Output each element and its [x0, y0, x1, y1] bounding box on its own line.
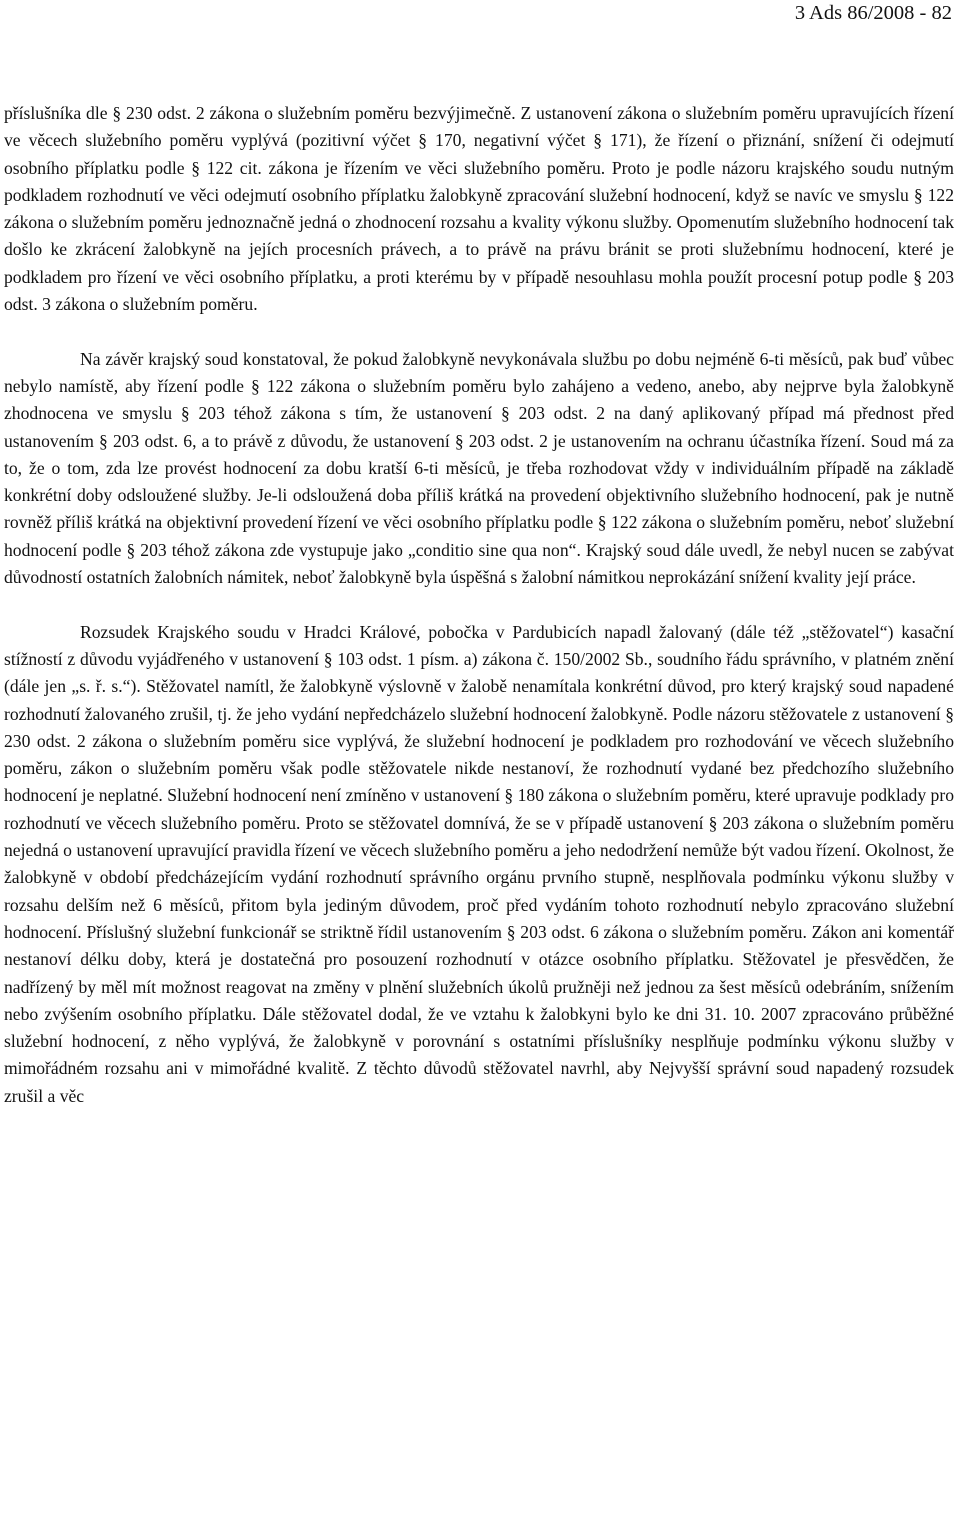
paragraph-regional-court-conclusion: Na závěr krajský soud konstatoval, že pokud žalobkyně nevykonávala službu po dobu nejméně 6-ti měsíců, pak buď vůbec nebylo namístě, aby řízení podle § 122 zákona o služebním poměru bylo zahájeno a vedeno, anebo, aby nejprve byla žalobkyně zhodnocena ve smyslu § 203 téhož zákona s tím, že ustanovení § 203 odst. 2 na daný aplikovaný případ má přednost před ustanovením § 203 odst. 6, a to právě z důvodu, že ustanovení § 203 odst. 2 je ustanovením na ochranu účastníka řízení. Soud má za to, že o tom, zda lze provést hodnocení za dobu kratší 6-ti měsíců, je třeba rozhodovat vždy v individuálním případě na základě konkrétní doby odsloužené služby. Je-li odsloužená doba příliš krátká na provedení objektivního služebního hodnocení, pak je nutně rovněž příliš krátká na objektivní provedení řízení ve věci osobního příplatku podle § 122 zákona o služebním poměru, neboť služební hodnocení podle § 203 téhož zákona zde vystupuje jako „conditio sine qua non“. Krajský soud dále uvedl, že nebyl nucen se zabývat důvodností ostatních žalobních námitek, neboť žalobkyně byla úspěšná s žalobní námitkou neprokázání snížení kvality její práce. — [4, 348, 954, 588]
paragraph-continuation: příslušníka dle § 230 odst. 2 zákona o služebním poměru bezvýjimečně. Z ustanovení zákona o služebním poměru upravujících řízení ve věcech služebního poměru vyplývá (pozitivní výčet § 170, negativní výčet § 171), že řízení o přiznání, snížení či odejmutí osobního příplatku podle § 122 cit. zákona je řízením ve věci služebního poměru. Proto je podle názoru krajského soudu nutným podkladem rozhodnutí ve věci odejmutí osobního příplatku žalobkyně zpracování služební hodnocení, když se navíc ve smyslu § 122 zákona o služebním poměru jednoznačně jedná o zhodnocení rozsahu a kvality výkonu služby. Opomenutím služebního hodnocení tak došlo ke zkrácení žalobkyně na jejích procesních právech, a to právě na právu bránit se proti služebnímu hodnocení, které je podkladem pro řízení ve věci osobního příplatku, a proti kterému by v případě nesouhlasu mohla použít procesní potup podle § 203 odst. 3 zákona o služebním poměru. — [4, 103, 954, 315]
case-number-header: 3 Ads 86/2008 - 82 — [794, 2, 952, 24]
document-page — [4, 0, 954, 1521]
document-body — [4, 100, 954, 1110]
paragraph-cassation-complaint: Rozsudek Krajského soudu v Hradci Králové, pobočka v Pardubicích napadl žalovaný (dále též „stěžovatel“) kasační stížností z důvodu vyjádřeného v ustanovení § 103 odst. 1 písm. a) zákona č. 150/2002 Sb., soudního řádu správního, v platném znění (dále jen „s. ř. s.“). Stěžovatel namítl, že žalobkyně výslovně v žalobě nenamítala konkrétní důvod, pro který krajský soud napadené rozhodnutí žalovaného zrušil, tj. že jeho vydání nepředcházelo služební hodnocení žalobkyně. Podle názoru stěžovatele z ustanovení § 230 odst. 2 zákona o služebním poměru sice vyplývá, že služební hodnocení je podkladem pro rozhodování ve věcech služebního poměru, zákon o služebním poměru však podle stěžovatele nikde nestanoví, že rozhodnutí vydané bez předchozího služebního hodnocení je neplatné. Služební hodnocení není zmíněno v ustanovení § 180 zákona o služebním poměru, které upravuje podklady pro rozhodnutí ve věcech služebního poměru. Proto se stěžovatel domnívá, že se v případě ustanovení § 203 zákona o služebním poměru nejedná o ustanovení upravující pravidla řízení ve věcech služebního poměru a jeho nedodržení nemůže být vadou řízení. Okolnost, že žalobkyně v období předcházejícím vydání rozhodnutí správního orgánu prvního stupně, nesplňovala podmínku výkonu služby v rozsahu delším než 6 měsíců, přitom byla jediným důvodem, proč před vydáním tohoto rozhodnutí nebylo zpracováno služební hodnocení. Příslušný služební funkcionář se striktně řídil ustanovením § 203 odst. 6 zákona o služebním poměru. Zákon ani komentář nestanoví délku doby, která je dostatečná pro posouzení rozhodnutí v otázce osobního příplatku. Stěžovatel je přesvědčen, že nadřízený by měl mít možnost reagovat na změny v plnění služebních úkolů pružněji než jednou za šest měsíců odebráním, snížením nebo zvýšením osobního příplatku. Dále stěžovatel dodal, že ve vztahu k žalobkyni bylo ke dni 31. 10. 2007 zpracováno průběžné služební hodnocení, z něho vyplývá, že žalobkyně v porovnání s ostatními příslušníky nesplňuje podmínku výkonu služby v mimořádném rozsahu ani v mimořádné kvalitě. Z těchto důvodů stěžovatel navrhl, aby Nejvyšší správní soud napadený rozsudek zrušil a věc — [4, 621, 954, 1106]
